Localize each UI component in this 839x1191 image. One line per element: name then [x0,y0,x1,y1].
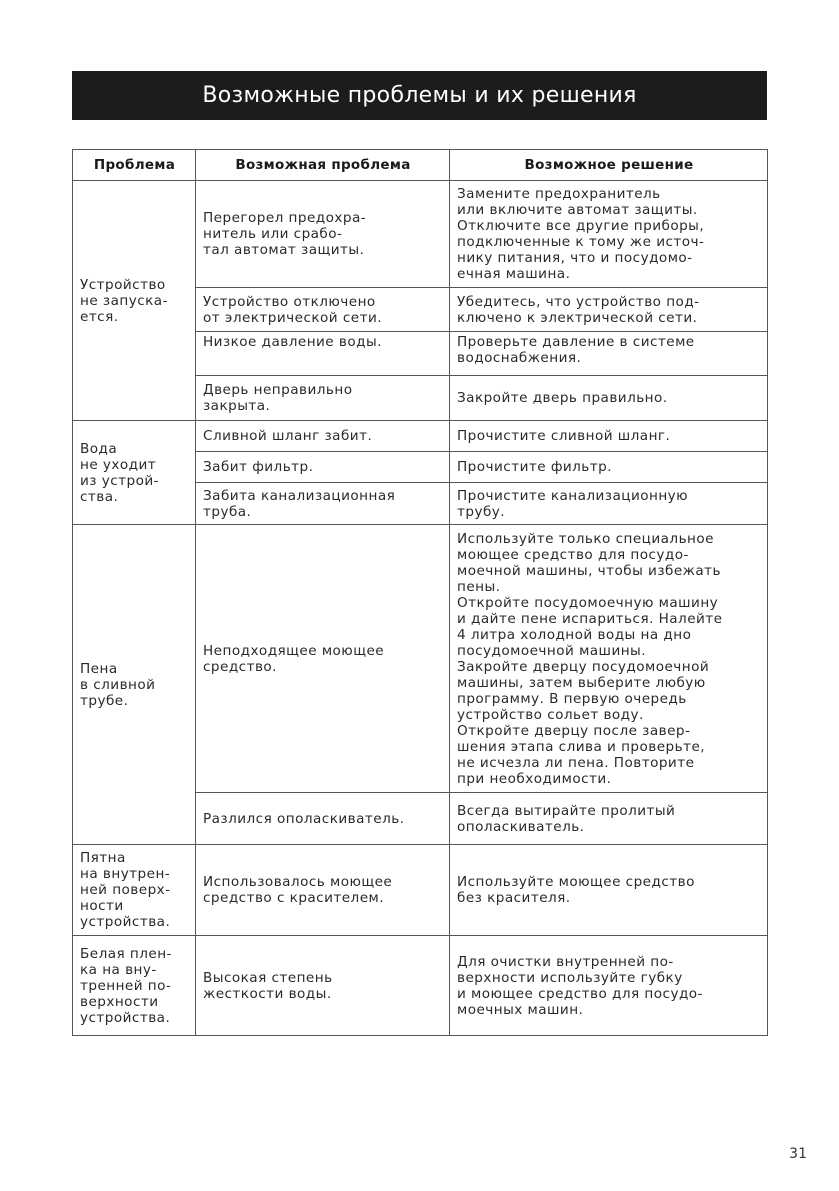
solution-cell: Для очистки внутренней по- верхности используйте губку и моющее средство для посудо- моечных машин. [450,936,768,1036]
solution-cell: Используйте только специальное моющее средство для посудо- моечной машины, чтобы избежать пены. Откройте посудомоечную машину и дайте пене испариться. Налейте 4 литра холодной воды на дно посудомоечной машины. Закройте дверцу посудомоечной машины, затем выберите любую программу. В первую очередь устройство сольет воду. Откройте дверцу после завер- шения этапа слива и проверьте, не исчезла ли пена. Повторите при необходимости. [450,525,768,793]
solution-cell: Прочистите сливной шланг. [450,421,768,452]
solution-cell: Прочистите канализационную трубу. [450,483,768,525]
cause-cell: Дверь неправильно закрыта. [196,376,450,421]
solution-cell: Прочистите фильтр. [450,452,768,483]
problem-cell: Вода не уходит из устрой- ства. [73,421,196,525]
header-cause: Возможная проблема [196,150,450,181]
table-header-row [73,150,768,181]
solution-cell: Проверьте давление в системе водоснабжения. [450,332,768,376]
cause-cell: Неподходящее моющее средство. [196,525,450,793]
cause-cell: Устройство отключено от электрической сети. [196,288,450,332]
table-row [73,181,768,288]
cause-cell: Перегорел предохра- нитель или срабо- тал автомат защиты. [196,181,450,288]
table-row [73,525,768,793]
problem-cell: Устройство не запуска- ется. [73,181,196,421]
table-row [73,845,768,936]
cause-cell: Забит фильтр. [196,452,450,483]
header-solution: Возможное решение [450,150,768,181]
solution-cell: Используйте моющее средство без красителя. [450,845,768,936]
cause-cell: Сливной шланг забит. [196,421,450,452]
solution-cell: Замените предохранитель или включите автомат защиты. Отключите все другие приборы, подключенные к тому же источ- нику питания, что и посудомо- ечная машина. [450,181,768,288]
cause-cell: Использовалось моющее средство с красителем. [196,845,450,936]
troubleshooting-table [72,149,768,1036]
page-title: Возможные проблемы и их решения [202,83,637,108]
page-number: 31 [789,1146,807,1162]
cause-cell: Разлился ополаскиватель. [196,793,450,845]
header-problem: Проблема [73,150,196,181]
solution-cell: Всегда вытирайте пролитый ополаскиватель. [450,793,768,845]
table-row [73,936,768,1036]
problem-cell: Пена в сливной трубе. [73,525,196,845]
problem-cell: Белая плен- ка на вну- тренней по- верхности устройства. [73,936,196,1036]
solution-cell: Закройте дверь правильно. [450,376,768,421]
problem-cell: Пятна на внутрен- ней поверх- ности устройства. [73,845,196,936]
page-title-bar [72,71,767,120]
solution-cell: Убедитесь, что устройство под- ключено к электрической сети. [450,288,768,332]
cause-cell: Низкое давление воды. [196,332,450,376]
cause-cell: Забита канализационная труба. [196,483,450,525]
cause-cell: Высокая степень жесткости воды. [196,936,450,1036]
table-row [73,421,768,452]
